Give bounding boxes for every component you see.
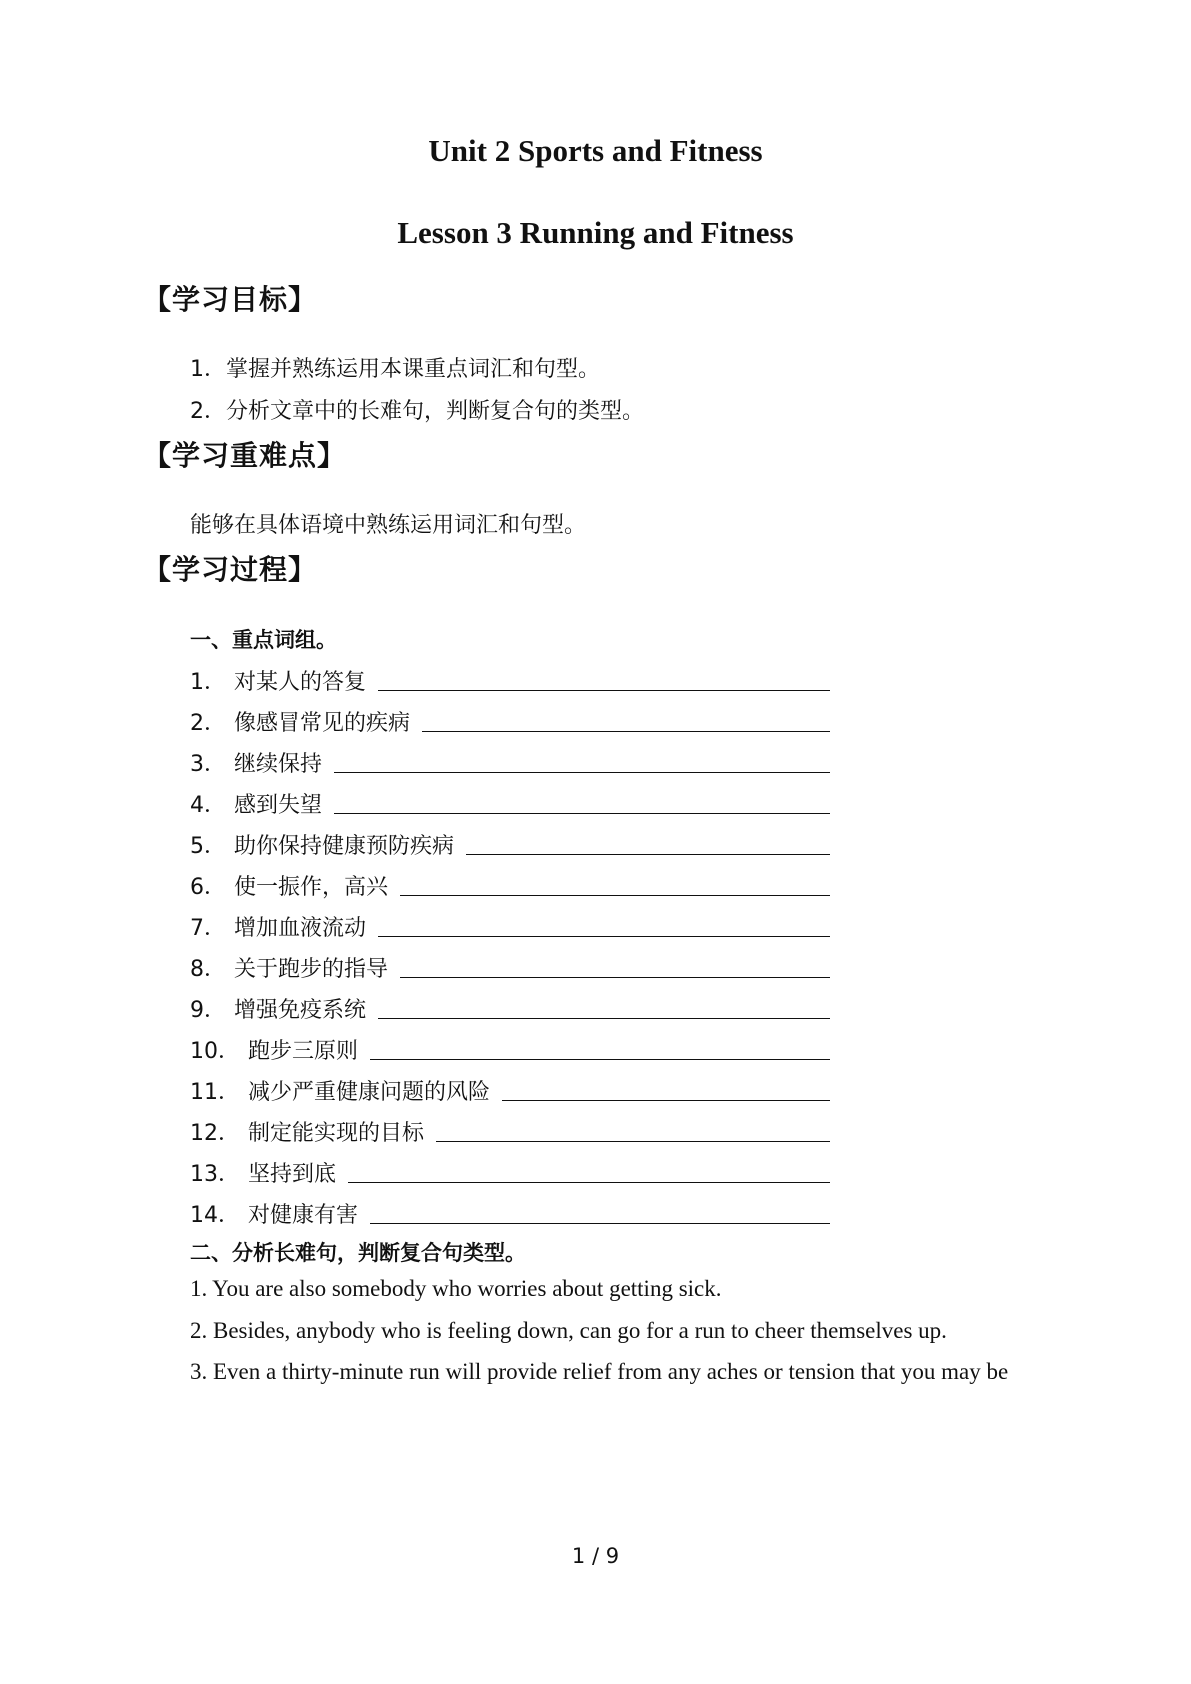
phrase-item [190,908,830,942]
phrase-label: 跑步三原则 [248,1039,359,1064]
answer-blank[interactable] [502,1099,830,1101]
phrase-label: 感到失望 [234,793,323,818]
part2-heading: 二、分析长难句，判断复合句类型。 [190,1241,526,1265]
answer-blank[interactable] [370,1222,830,1224]
phrase-label: 增加血液流动 [234,916,367,941]
answer-blank[interactable] [378,1017,830,1019]
phrase-number: 14． [190,1203,240,1228]
phrase-item [190,826,830,860]
phrase-item [190,949,830,983]
phrase-item [190,1113,830,1147]
sentence-item: 3. Even a thirty-minute run will provide relief from any aches or tension that you may be [190,1359,1009,1384]
phrase-item [190,1072,830,1106]
phrase-item [190,744,830,778]
answer-blank[interactable] [334,771,830,773]
part1-heading: 一、重点词组。 [190,628,337,652]
phrase-label: 增强免疫系统 [234,998,367,1023]
phrase-number: 4． [190,793,226,818]
phrase-number: 9． [190,998,226,1023]
phrase-number: 5． [190,834,226,859]
key-points-text: 能够在具体语境中熟练运用词汇和句型。 [190,513,587,538]
phrase-number: 1． [190,670,226,695]
phrase-label: 像感冒常见的疾病 [234,711,411,736]
section-heading-objectives: 【学习目标】 [143,283,318,316]
phrase-number: 12． [190,1121,240,1146]
answer-blank[interactable] [378,935,830,937]
answer-blank[interactable] [466,853,830,855]
unit-title: Unit 2 Sports and Fitness [428,133,763,168]
objective-item: 2．分析文章中的长难句，判断复合句的类型。 [190,399,644,424]
answer-blank[interactable] [422,730,830,732]
phrase-item [190,1031,830,1065]
phrase-item [190,662,830,696]
answer-blank[interactable] [378,689,830,691]
phrase-number: 10． [190,1039,240,1064]
phrase-number: 11． [190,1080,240,1105]
answer-blank[interactable] [400,894,830,896]
answer-blank[interactable] [348,1181,830,1183]
phrase-label: 制定能实现的目标 [248,1121,425,1146]
phrase-item [190,1154,830,1188]
phrase-item [190,1195,830,1229]
phrase-item [190,703,830,737]
answer-blank[interactable] [370,1058,830,1060]
page-number: 1 / 9 [571,1544,620,1568]
phrase-label: 继续保持 [234,752,323,777]
phrase-label: 助你保持健康预防疾病 [234,834,455,859]
answer-blank[interactable] [334,812,830,814]
phrase-item [190,785,830,819]
phrase-label: 对某人的答复 [234,670,367,695]
phrase-label: 关于跑步的指导 [234,957,389,982]
phrase-number: 6． [190,875,226,900]
phrase-label: 对健康有害 [248,1203,359,1228]
phrase-number: 13． [190,1162,240,1187]
phrase-item [190,867,830,901]
phrase-number: 3． [190,752,226,777]
answer-blank[interactable] [400,976,830,978]
sentence-item: 1. You are also somebody who worries about getting sick. [190,1276,722,1301]
answer-blank[interactable] [436,1140,830,1142]
phrase-number: 8． [190,957,226,982]
phrase-number: 7． [190,916,226,941]
phrase-label: 减少严重健康问题的风险 [248,1080,491,1105]
phrase-label: 使一振作，高兴 [234,875,389,900]
sentence-item: 2. Besides, anybody who is feeling down, can go for a run to cheer themselves up. [190,1318,947,1343]
lesson-title: Lesson 3 Running and Fitness [397,215,794,250]
section-heading-key-points: 【学习重难点】 [143,439,347,472]
section-heading-process: 【学习过程】 [143,553,318,586]
phrase-number: 2． [190,711,226,736]
phrase-item [190,990,830,1024]
objective-item: 1．掌握并熟练运用本课重点词汇和句型。 [190,357,600,382]
phrase-label: 坚持到底 [248,1162,337,1187]
